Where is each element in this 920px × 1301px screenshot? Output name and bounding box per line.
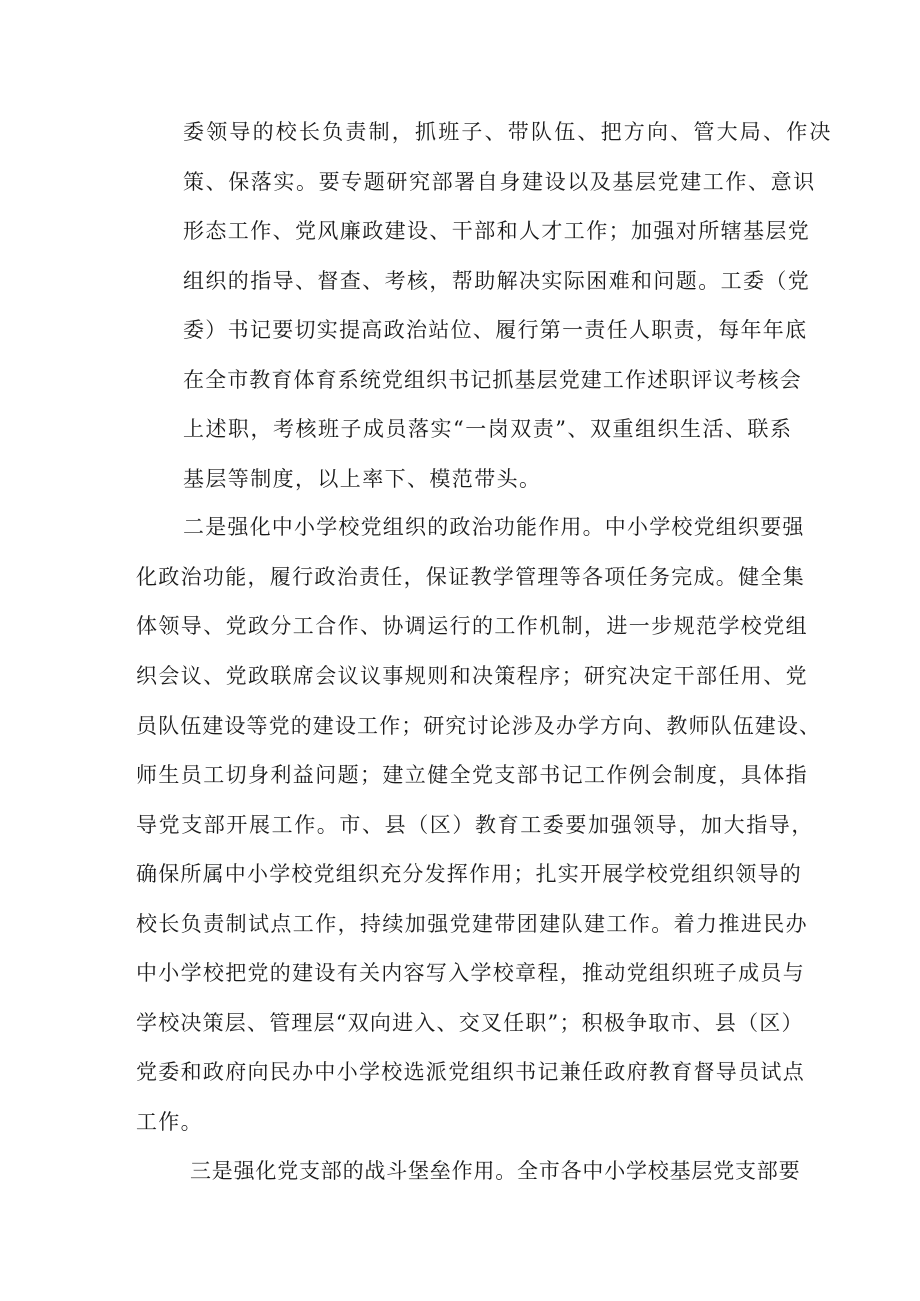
text-line: 化政治功能，履行政治责任，保证教学管理等各项任务完成。健全集 [136, 565, 805, 589]
text-line: 形态工作、党风廉政建设、干部和人才工作；加强对所辖基层党 [183, 219, 811, 243]
text-line: 策、保落实。要专题研究部署自身建设以及基层党建工作、意识 [183, 170, 816, 194]
text-line: 学校决策层、管理层“双向进入、交叉任职”；积极争取市、县（区） [136, 1011, 804, 1035]
text-line: 委）书记要切实提高政治站位、履行第一责任人职责，每年年底 [183, 318, 808, 342]
text-line: 上述职，考核班子成员落实“一岗双责”、双重组织生活、联系 [183, 417, 793, 441]
text-line: 织会议、党政联席会议议事规则和决策程序；研究决定干部任用、党 [136, 664, 808, 688]
text-line: 确保所属中小学校党组织充分发挥作用；扎实开展学校党组织领导的 [136, 862, 802, 886]
text-line: 二是强化中小学校党组织的政治功能作用。中小学校党组织要强 [183, 515, 805, 539]
text-line: 组织的指导、督查、考核，帮助解决实际困难和问题。工委（党 [183, 269, 811, 293]
text-line: 基层等制度，以上率下、模范带头。 [183, 467, 542, 491]
text-line: 在全市教育体育系统党组织书记抓基层党建工作述职评议考核会 [183, 368, 802, 392]
text-line: 员队伍建设等党的建设工作；研究讨论涉及办学方向、教师队伍建设、 [136, 714, 822, 738]
text-line: 委领导的校长负责制，抓班子、带队伍、把方向、管大局、作决 [183, 120, 833, 144]
text-line: 师生员工切身利益问题；建立健全党支部书记工作例会制度，具体指 [136, 763, 808, 787]
text-line: 三是强化党支部的战斗堡垒作用。全市各中小学校基层党支部要 [190, 1159, 801, 1183]
text-line: 校长负责制试点工作，持续加强党建带团建队建工作。着力推进民办 [136, 912, 808, 936]
text-line: 中小学校把党的建设有关内容写入学校章程，推动党组织班子成员与 [136, 961, 805, 985]
text-line: 工作。 [136, 1110, 203, 1134]
text-line: 导党支部开展工作。市、县（区）教育工委要加强领导，加大指导， [136, 813, 814, 837]
text-line: 体领导、党政分工合作、协调运行的工作机制，进一步规范学校党组 [136, 614, 808, 638]
text-line: 党委和政府向民办中小学校选派党组织书记兼任政府教育督导员试点 [136, 1060, 805, 1084]
